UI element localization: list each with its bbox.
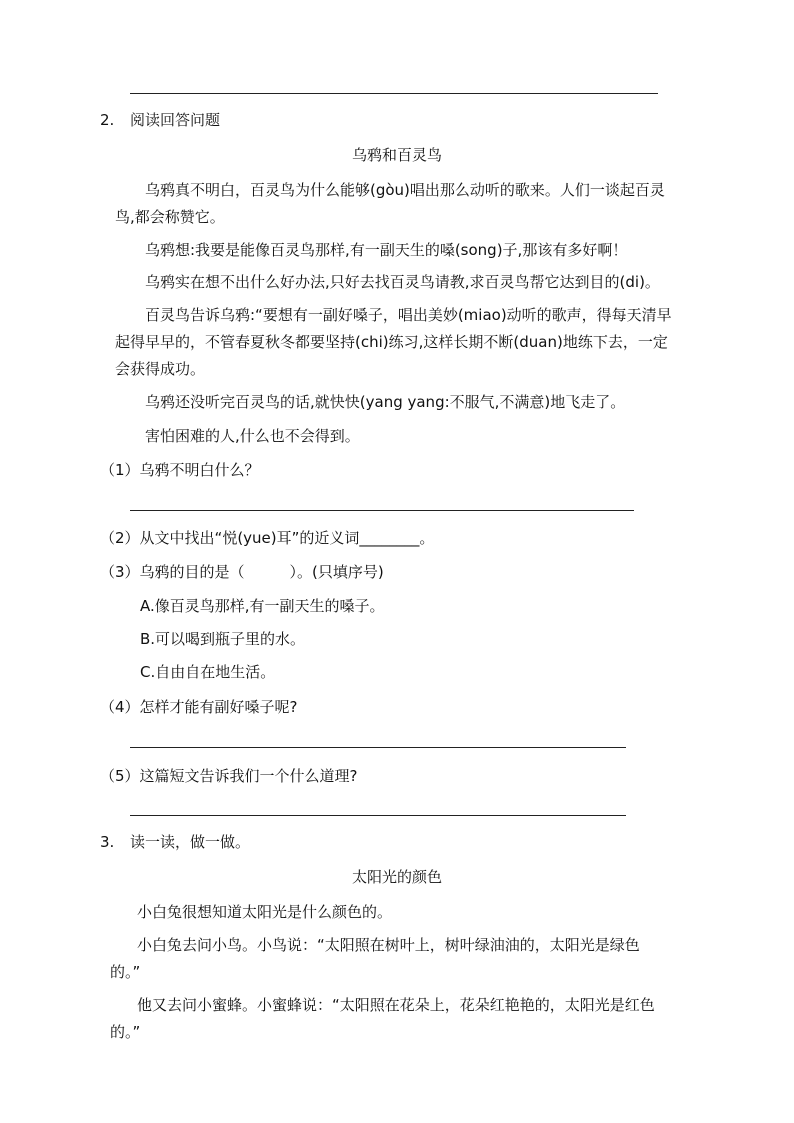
answer-line-1[interactable] <box>130 510 634 511</box>
answer-line-4[interactable] <box>130 747 626 748</box>
q2-paragraph-6: 害怕困难的人,什么也不会得到。 <box>145 427 360 445</box>
q3-paragraph-2-line-2: 的。” <box>110 963 141 981</box>
q3-number: 3. <box>100 833 115 851</box>
q2-option-b: B.可以喝到瓶子里的水。 <box>140 630 306 648</box>
q2-paragraph-3: 乌鸦实在想不出什么好办法,只好去找百灵鸟请教,求百灵鸟帮它达到目的(di)。 <box>145 273 660 291</box>
q2-paragraph-1-line-2: 鸟,都会称赞它。 <box>115 208 225 226</box>
q2-paragraph-1-line-1: 乌鸦真不明白，百灵鸟为什么能够(gòu)唱出那么动听的歌来。人们一谈起百灵 <box>145 181 665 199</box>
q2-story-title: 乌鸦和百灵鸟 <box>351 146 442 164</box>
q2-option-c: C.自由自在地生活。 <box>140 663 276 681</box>
q3-paragraph-3-line-2: 的。” <box>110 1023 141 1041</box>
q2-paragraph-2: 乌鸦想:我要是能像百灵鸟那样,有一副天生的嗓(song)子,那该有多好啊！ <box>145 241 628 259</box>
q2-paragraph-4-line-1: 百灵鸟告诉乌鸦:“要想有一副好嗓子，唱出美妙(miao)动听的歌声，得每天清早 <box>145 306 672 324</box>
q2-subquestion-4: （4）怎样才能有副好嗓子呢? <box>100 698 298 716</box>
q2-paragraph-5: 乌鸦还没听完百灵鸟的话,就快快(yang yang:不服气,不满意)地飞走了。 <box>145 393 626 411</box>
q2-paragraph-4-line-3: 会获得成功。 <box>115 360 206 378</box>
q3-story-title: 太阳光的颜色 <box>351 868 442 886</box>
q3-paragraph-1: 小白兔很想知道太阳光是什么颜色的。 <box>137 903 393 921</box>
q2-option-a: A.像百灵鸟那样,有一副天生的嗓子。 <box>140 597 385 615</box>
q2-subquestion-2: （2）从文中找出“悦(yue)耳”的近义词________。 <box>100 529 435 547</box>
q3-heading: 读一读，做一做。 <box>130 833 251 851</box>
q3-paragraph-3-line-1: 他又去问小蜜蜂。小蜜蜂说：“太阳照在花朵上，花朵红艳艳的，太阳光是红色 <box>137 996 655 1014</box>
q2-heading: 阅读回答问题 <box>130 111 221 129</box>
q2-subquestion-3: （3）乌鸦的目的是（ ）。(只填序号) <box>100 563 384 581</box>
q2-subquestion-1: （1）乌鸦不明白什么？ <box>100 461 260 479</box>
answer-line-5[interactable] <box>130 815 626 816</box>
q2-number: 2. <box>100 111 115 129</box>
answer-line-top[interactable] <box>130 93 658 94</box>
q2-paragraph-4-line-2: 起得早早的，不管春夏秋冬都要坚持(chi)练习,这样长期不断(duan)地练下去，一定 <box>115 333 668 351</box>
q3-paragraph-2-line-1: 小白兔去问小鸟。小鸟说：“太阳照在树叶上，树叶绿油油的，太阳光是绿色 <box>137 936 640 954</box>
q2-subquestion-5: （5）这篇短文告诉我们一个什么道理? <box>100 767 358 785</box>
